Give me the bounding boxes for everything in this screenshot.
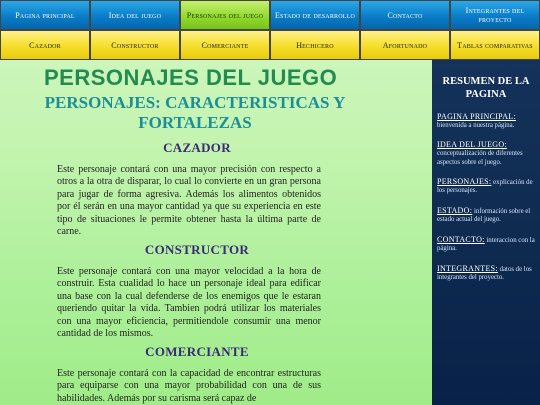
section-heading-constructor: CONSTRUCTOR — [144, 242, 250, 257]
sidebar-desc: datos de los integrantes del proyecto. — [437, 266, 532, 282]
sidebar-link-integrantes[interactable]: INTEGRANTES: — [437, 264, 498, 273]
subtab-hechicero[interactable]: Hechicero — [270, 30, 360, 60]
section-heading-cazador: CAZADOR — [163, 140, 231, 155]
sidebar-item-pagina-principal — [437, 113, 537, 131]
sidebar-desc: explicación de los personajes. — [437, 179, 533, 195]
section-text-comerciante: Este personaje contará con la capacidad de encontrar estructuras para equiparse con una mayor probabilidad con una de sus habilidades. Además por su carisma será capaz de — [57, 368, 321, 404]
secondary-nav — [0, 30, 540, 60]
tab-integrantes-del-proyecto[interactable]: Integrantes del proyecto — [450, 0, 540, 30]
sidebar-link-pagina-principal[interactable]: PAGINA PRINCIPAL: — [437, 112, 516, 121]
subtab-constructor[interactable]: Constructor — [90, 30, 180, 60]
section-text-cazador: Este personaje contará con una mayor precisión con respecto a otros a la otra de disparar, lo cual lo convierte en un gran persona para jugar de forma agresiva. Además los alimentos obtenidos por él serán en una mayor cantidad ya que su experiencia en este tipo de situaciones le permite obtener hasta la última parte de carne. — [57, 164, 321, 238]
section-text-constructor: Este personaje contará con una mayor velocidad a la hora de construir. Esta cualidad lo hace un personaje ideal para edificar una base con la cual defenderse de los enemigos que le estaran queriendo quitar la vida. Tambien podrá utilizar los materiales con una mayor eficiencia, permitiendole consumir una menor cantidad de los mismos. — [57, 266, 321, 340]
page-subtitle: PERSONAJES: CARACTERISTICAS Y FORTALEZAS — [44, 93, 346, 132]
sidebar-desc: conceptualización de diferentes aspectos sobre el juego. — [437, 150, 523, 166]
sidebar-link-idea-del-juego[interactable]: IDEA DEL JUEGO: — [437, 140, 507, 149]
sidebar-desc: interaccion con la página. — [437, 237, 535, 253]
sidebar-item-integrantes — [437, 265, 537, 283]
subtab-cazador[interactable]: Cazador — [0, 30, 90, 60]
section-heading-comerciante: COMERCIANTE — [145, 344, 249, 359]
sidebar-link-personajes[interactable]: PERSONAJES: — [437, 177, 492, 186]
summary-sidebar — [432, 60, 540, 405]
tab-idea-del-juego[interactable]: Idea del juego — [90, 0, 180, 30]
sidebar-title: RESUMEN DE LA PAGINA — [442, 76, 530, 100]
sidebar-link-contacto[interactable]: CONTACTO: — [437, 235, 485, 244]
tab-pagina-principal[interactable]: Pagina principal — [0, 0, 90, 30]
sidebar-item-contacto — [437, 236, 537, 254]
sidebar-desc: información sobre el estado actual del juego. — [437, 208, 531, 224]
main-content — [0, 60, 432, 405]
subtab-tablas-comparativas[interactable]: Tablas comparativas — [450, 30, 540, 60]
page-title: PERSONAJES DEL JUEGO — [44, 65, 338, 90]
sidebar-item-personajes — [437, 178, 537, 196]
subtab-afortunado[interactable]: Afortunado — [360, 30, 450, 60]
sidebar-desc: bienvenida a nuestra página. — [437, 122, 515, 130]
subtab-comerciante[interactable]: Comerciante — [180, 30, 270, 60]
sidebar-item-idea-del-juego — [437, 141, 537, 167]
tab-personajes-del-juego[interactable]: Personajes del juego — [180, 0, 270, 30]
tab-estado-de-desarrollo[interactable]: Estado de desarrollo — [270, 0, 360, 30]
tab-contacto[interactable]: Contacto — [360, 0, 450, 30]
sidebar-link-estado[interactable]: ESTADO: — [437, 206, 473, 215]
sidebar-item-estado — [437, 207, 537, 225]
primary-nav — [0, 0, 540, 30]
